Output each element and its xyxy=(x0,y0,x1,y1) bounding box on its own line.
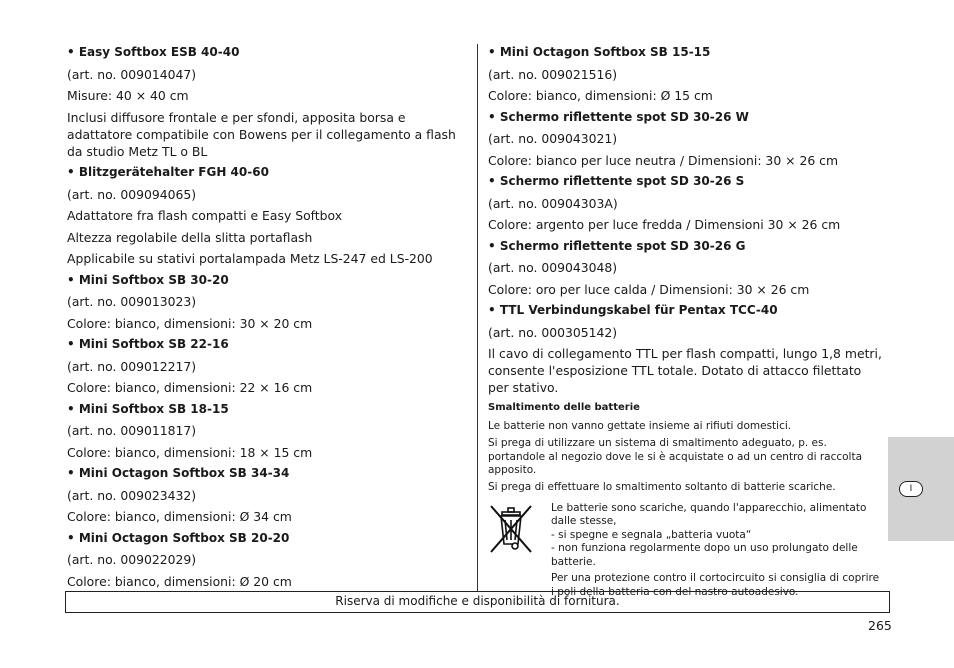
crossed-out-wheelie-bin-icon xyxy=(488,502,534,558)
text-line: Colore: bianco per luce neutra / Dimensioni: 30 × 26 cm xyxy=(488,152,839,168)
disposal-paragraph: Si prega di utilizzare un sistema di smaltimento adeguato, p. es. portandole al negozio dove le si è acquistate o ad un centro di raccolta apposito. xyxy=(488,437,863,476)
product-heading: • Easy Softbox ESB 40-40 xyxy=(67,45,240,59)
text-line: (art. no. 009013023) xyxy=(67,294,197,309)
text-line: (art. no. 009011817) xyxy=(67,423,197,438)
bin-line: - si spegne e segnala „batteria vuota“ xyxy=(551,528,752,541)
text-line: Colore: bianco, dimensioni: 22 × 16 cm xyxy=(67,380,313,395)
text-line: (art. no. 009012217) xyxy=(67,358,197,374)
bin-line: - non funziona regolarmente dopo un uso prolungato delle batterie. xyxy=(551,542,858,568)
text-line: (art. no. 000305142) xyxy=(488,324,618,340)
text-line: (art. no. 009022029) xyxy=(67,552,197,567)
product-heading: • Mini Softbox SB 18-15 xyxy=(67,401,229,416)
product-heading: • Blitzgerätehalter FGH 40-60 xyxy=(67,165,269,179)
disposal-heading: Smaltimento delle batterie xyxy=(488,401,640,413)
product-heading: • Mini Octagon Softbox SB 15-15 xyxy=(488,45,711,59)
text-line: Colore: bianco, dimensioni: Ø 34 cm xyxy=(67,509,292,524)
text-line: (art. no. 00904303A) xyxy=(488,195,618,211)
text-line: (art. no. 009043048) xyxy=(488,260,618,275)
bin-line: Le batterie sono scariche, quando l'apparecchio, alimentato dalle stesse, xyxy=(551,501,867,527)
column-divider xyxy=(477,44,478,591)
bin-notice xyxy=(488,502,884,600)
text-line: Inclusi diffusore frontale e per sfondi, apposita borsa e adattatore compatibile con Bowens per il collegamento a flash da studio Metz TL o BL xyxy=(67,109,456,159)
disposal-paragraph: Le batterie non vanno gettate insieme ai rifiuti domestici. xyxy=(488,420,792,432)
text-line: Altezza regolabile della slitta portaflash xyxy=(67,229,313,245)
right-column xyxy=(488,44,884,599)
bin-note: Per una protezione contro il cortocircuito si consiglia di coprire i poli della batteria con del nastro autoadesivo. xyxy=(551,572,880,598)
text-line: Il cavo di collegamento TTL per flash compatti, lungo 1,8 metri, consente l'esposizione TTL totale. Dotato di attacco filettato per stativo. xyxy=(488,346,882,395)
product-heading: • Mini Softbox SB 30-20 xyxy=(67,272,229,287)
footer-notice: Riserva di modifiche e disponibilità di fornitura. xyxy=(65,591,890,613)
text-line: Colore: bianco, dimensioni: 18 × 15 cm xyxy=(67,444,313,460)
product-heading: • Schermo riflettente spot SD 30-26 G xyxy=(488,238,746,253)
text-line: (art. no. 009094065) xyxy=(67,186,197,202)
product-heading: • Mini Octagon Softbox SB 20-20 xyxy=(67,530,290,545)
text-line: Colore: bianco, dimensioni: Ø 20 cm xyxy=(67,573,292,589)
disposal-paragraph: Si prega di effettuare lo smaltimento soltanto di batterie scariche. xyxy=(488,481,836,493)
product-heading: • TTL Verbindungskabel für Pentax TCC-40 xyxy=(488,303,778,317)
text-line: Colore: argento per luce fredda / Dimensioni 30 × 26 cm xyxy=(488,217,841,232)
product-heading: • Schermo riflettente spot SD 30-26 W xyxy=(488,109,749,124)
left-column xyxy=(67,44,467,594)
text-line: (art. no. 009043021) xyxy=(488,131,618,146)
product-heading: • Mini Softbox SB 22-16 xyxy=(67,337,229,351)
text-line: Misure: 40 × 40 cm xyxy=(67,88,189,103)
page-number: 265 xyxy=(868,618,892,633)
text-line: Colore: bianco, dimensioni: Ø 15 cm xyxy=(488,88,713,103)
language-tab-label: I xyxy=(899,481,923,497)
product-heading: • Schermo riflettente spot SD 30-26 S xyxy=(488,174,745,188)
text-line: (art. no. 009014047) xyxy=(67,66,197,82)
text-line: (art. no. 009021516) xyxy=(488,66,618,82)
text-line: Applicabile su stativi portalampada Metz LS-247 ed LS-200 xyxy=(67,251,433,266)
text-line: Colore: oro per luce calda / Dimensioni: 30 × 26 cm xyxy=(488,281,810,297)
product-heading: • Mini Octagon Softbox SB 34-34 xyxy=(67,466,290,480)
text-line: Adattatore fra flash compatti e Easy Softbox xyxy=(67,208,343,223)
text-line: Colore: bianco, dimensioni: 30 × 20 cm xyxy=(67,315,313,331)
text-line: (art. no. 009023432) xyxy=(67,487,197,503)
